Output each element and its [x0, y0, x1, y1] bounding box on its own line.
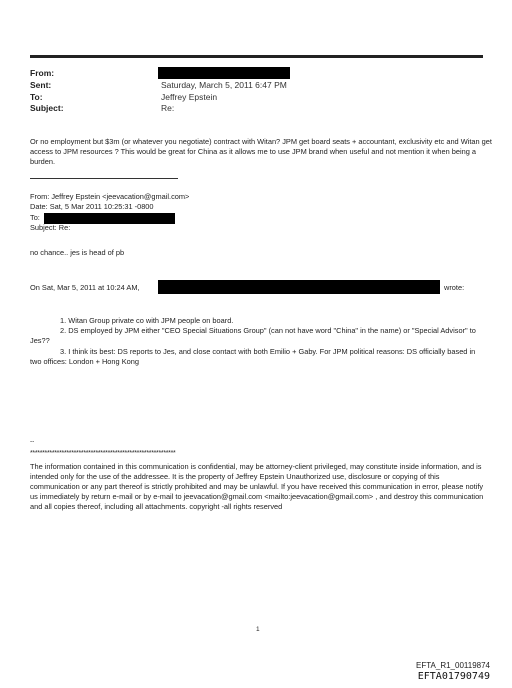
reply-separator — [30, 178, 178, 179]
confidentiality-disclaimer: The information contained in this communication is confidential, may be attorney-client privileged, may constitute inside information, and is intended only for the use of the addressee. It is the property of Jeffrey Epstein Unauthorized use, disclosure or copying of this communication or any part thereof is strictly prohibited and may be unlawful. If you have received this communication in error, please notify us immediately by return e-mail or by e-mail to jeevacation@gmail.com <mailto:jeevacation@gmail.com> , and destroy this communication and all copies thereof, including all attachments. copyright -all rights reserved — [30, 462, 484, 511]
list-item: 3. I think its best: DS reports to Jes, and close contact with both Emilio + Gaby. For JPM political reasons: DS officially based in two offices: London + Hong Kong — [30, 347, 476, 366]
efta-stamp: EFTA01790749 — [417, 671, 490, 682]
quoted-from: From: Jeffrey Epstein <jeevacation@gmail.com> — [30, 192, 190, 201]
list-item: 1. Witan Group private co with JPM people on board. — [60, 316, 234, 325]
quoted-subject: Subject: Re: — [30, 223, 71, 232]
from-label: From: — [30, 68, 55, 78]
page-number: 1 — [256, 626, 260, 633]
quoted-to: To: — [30, 213, 40, 222]
message-body: Or no employment but $3m (or whatever you negotiate) contract with Witan? JPM get board seats + accountant, exclusivity etc and Witan get access to JPM resources ? This would be great for China as it allows me to use JPM brand when useful and not mention it when being a burden. — [30, 137, 492, 166]
sender-redaction — [158, 280, 440, 294]
to-label: To: — [30, 92, 43, 102]
to-value: Jeffrey Epstein — [161, 92, 218, 102]
on-line-suffix: wrote: — [444, 283, 465, 292]
header-rule — [30, 55, 483, 58]
subject-value: Re: — [161, 103, 175, 113]
list-item: 2. DS employed by JPM either "CEO Special Situations Group" (can not have word "China" in the name) or "Special Advisor" to Jes?? — [30, 326, 476, 345]
signature-dashes: -- — [30, 438, 35, 445]
reply-text: no chance.. jes is head of pb — [30, 248, 125, 257]
quoted-date: Date: Sat, 5 Mar 2011 10:25:31 -0800 — [30, 202, 154, 211]
sent-value: Saturday, March 5, 2011 6:47 PM — [161, 80, 287, 90]
on-line-prefix: On Sat, Mar 5, 2011 at 10:24 AM, — [30, 283, 140, 292]
from-redaction — [158, 67, 290, 79]
efta-r1-stamp: EFTA_R1_00119874 — [416, 661, 490, 670]
sent-label: Sent: — [30, 80, 52, 90]
disclaimer-stars: ************************************************************ — [30, 450, 176, 457]
subject-label: Subject: — [30, 103, 64, 113]
